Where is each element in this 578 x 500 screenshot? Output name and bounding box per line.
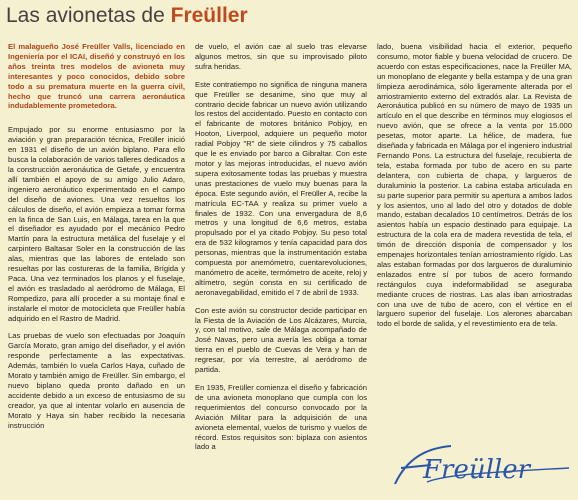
body-paragraph: lado, buena visibilidad hacia el exterior, pequeño consumo, motor fiable y buena velocidad de crucero. De acuerdo con estas especificaciones, nace la Freüller MA, un monoplano de elegante y bella estampa y de una gran limpieza aerodinámica, sólo ligeramente alterada por el arriostramiento externo del extradós alar. La Revista de Aeronáutica publicó en su número de mayo de 1935 un artículo en el que describe en términos muy elogiosos el nuevo avión, que se ofrece a la venta por 15.000 pesetas, motor aparte. La hélice, de madera, fue diseñada y fabricada en Málaga por el ingeniero industrial Fernando Pons. La estructura del fuselaje, recubierta de tela, estaba formada por tubo de acero en su parte delantera, con cubierta de chapa, y largueros de duraluminio la posterior. La cabina estaba articulada en su parte superior para permitir su apertura a ambos lados y los asientos, uno al lado del otro y dotados de doble mando, estaban decalados 10 centímetros. Detrás de los asientos había un espacio destinado para equipaje. La estructura de la cola era de madera revestida de tela, el timón de dirección disponía de compensador y los empenajes horizontales tenían arriostramiento rígido. Las alas estaban formadas por dos largueros de duraluminio enlazados entre sí por tubos de acero formando rectángulos cuya indeformabilidad se aseguraba mediante cruces de riostras. Las alas iban arriostradas con una uve de tubo de acero, con el vértice en el larguero superior del fuselaje. Los alerones abarcaban todo el borde de salida, y el revestimiento era de tela. (377, 42, 572, 329)
column-3 (377, 42, 572, 337)
signature-text: Freüller (423, 455, 531, 485)
body-paragraph: de vuelo, el avión cae al suelo tras elevarse algunos metros, sin que su improvisado piloto sufra heridas. (195, 42, 367, 71)
body-paragraph: Empujado por su enorme entusiasmo por la aviación y gran preparación técnica, Freüller inició en 1931 el diseño de un avión biplano. Para ello busca la colaboración de varios talleres dedicados a la construcción aeronáutica de Getafe, y encuentra allí también el apoyo de su amigo Julio Adaro, ingeniero aeronáutico experimentado en el campo del diseño de aviones. Una vez resueltos los cálculos de diseño, el avión empieza a tomar forma en la finca de San Luis, en Málaga, tarea en la que el diseñador es ayudado por el mecánico Pedro Martín para la estructura metálica del fuselaje y el carpintero Baltasar Soler en la construcción de las alas, mientras que las labores de entelado son resueltas por las costureras de la familia, Brígida y Paca. Una vez terminados los planos y el fuselaje, el avión es trasladado al aeródromo de Málaga, El Rompedizo, para allí proceder a su montaje final e instalarle el motor de motocicleta que Freüller había adquirido en el Rastro de Madrid. (8, 125, 185, 323)
body-paragraph: En 1935, Freüller comienza el diseño y fabricación de una avioneta monoplano que cumpla con los requerimientos del concurso convocado por la Aviación Militar para la adquisición de una avioneta elemental, vuelos de turismo y vuelos de récord. Estos requisitos son: biplaza con asientos lado a (195, 383, 367, 452)
title-prefix: Las avionetas de (6, 4, 171, 27)
article-title (6, 3, 248, 29)
lead-paragraph: El malagueño José Freüller Valls, licenciado en Ingeniería por el ICAI, diseñó y construyó en los años treinta tres modelos de avioneta muy interesantes y poco conocidos, debido sobre todo a su prematura muerte en la guerra civil, hecho que truncó una carrera aeronáutica indudablemente prometedora. (8, 42, 185, 111)
freuller-signature (387, 438, 573, 496)
body-paragraph: Las pruebas de vuelo son efectuadas por Joaquín García Morato, gran amigo del diseñador, y el avión responde perfectamente a las expectativas. Además, también lo vuela Carlos Haya, cuñado de Morato y también amigo de Freüller. Sin embargo, el nuevo biplano queda pronto dañado en un accidente debido a un exceso de entusiasmo de su creador, ya que al intentar volarlo en ausencia de Morato y Haya sin haber recibido la necesaria instrucción (8, 331, 185, 430)
title-name: Freüller (170, 4, 248, 27)
column-1 (8, 42, 185, 439)
body-paragraph: Con este avión su constructor decide participar en la Fiesta de la Aviación de Los Alcázares, Murcia, y, con tal motivo, sale de Málaga acompañado de José Navas, pero una avería les obliga a tomar tierra en el pueblo de Cuevas de Vera y han de regresar, por vía terrestre, al aeródromo de partida. (195, 305, 367, 375)
body-paragraph: Este contratiempo no significa de ninguna manera que Freüller se desanime, sino que muy al contrario decide fabricar un nuevo avión utilizando los restos del accidentado. Puesto en contacto con el fabricante de motores británico Pobjoy, en Hooton, Liverpool, adquiere un pequeño motor radial Pobjoy "R" de siete cilindros y 75 caballos que le es enviado por barco a Gibraltar. Con este motor y las mejoras introducidas, el nuevo avión supera exitosamente todas las pruebas y muestra unas prestaciones de vuelo muy buenas para la época. Este segundo avión, el Freüller A, recibe la matrícula EC-TAA y realiza su primer vuelo a finales de 1932. Con una envergadura de 8,6 metros y una longitud de 6,6 metros, estaba propulsado por el ya citado Pobjoy. Su peso total era de 532 kilogramos y tenía capacidad para dos personas, mientras que la instrumentación estaba compuesta por anemómetro, cuentarevoluciones, manómetro de aceite, termómetro de aceite, reloj y altímetro, según consta en su certificado de aeronavegabilidad, emitido el 7 de abril de 1933. (195, 79, 367, 297)
column-2 (195, 42, 367, 460)
